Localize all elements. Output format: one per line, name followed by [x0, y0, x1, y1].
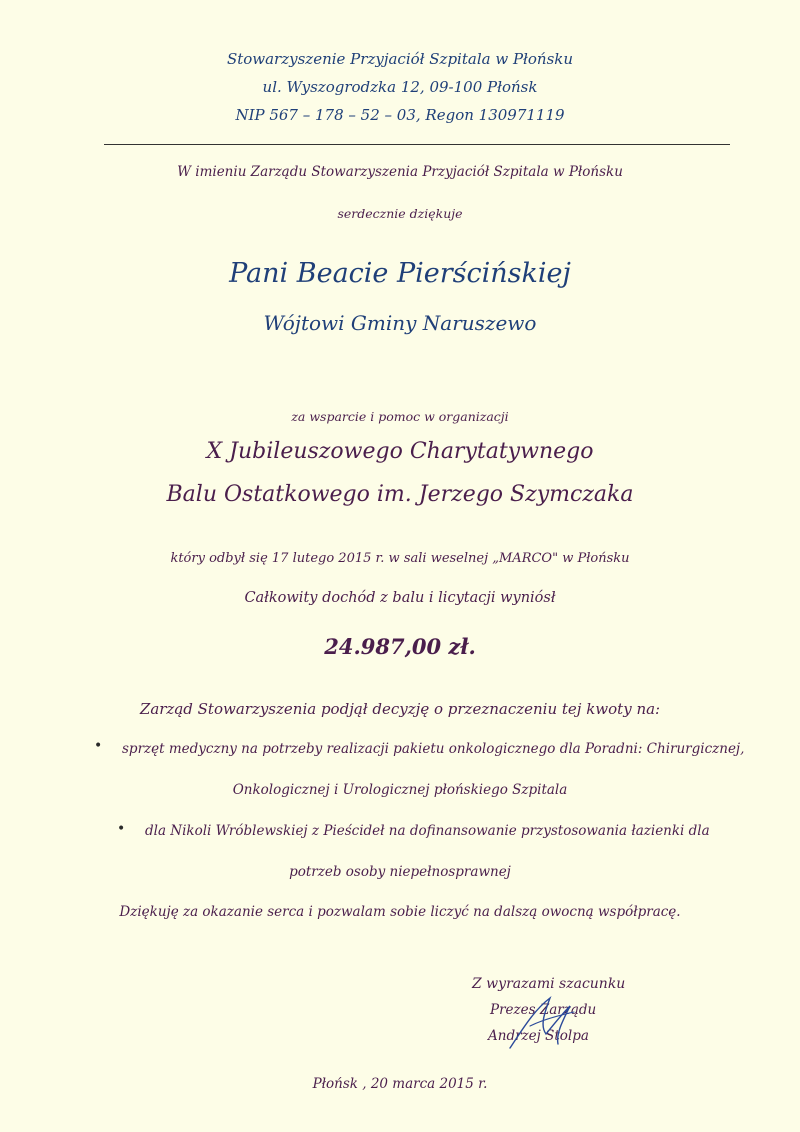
event-name-line2: Balu Ostatkowego im. Jerzego Szymczaka	[166, 482, 634, 507]
event-name-line1: X Jubileuszowego Charytatywnego	[206, 439, 594, 464]
recipient-title: Wójtowi Gminy Naruszewo	[263, 311, 537, 335]
thanks-line: serdecznie dziękuje	[337, 206, 463, 221]
purpose-2-line2: potrzeb osoby niepełnosprawnej	[289, 864, 511, 880]
income-amount: 24.987,00 zł.	[324, 634, 476, 659]
purpose-1-line2: Onkologicznej i Urologicznej płońskiego Szpitala	[232, 782, 568, 798]
closing-thanks: Dziękuję za okazanie serca i pozwalam sobie liczyć na dalszą owocną współpracę.	[119, 904, 681, 920]
intro-line: W imieniu Zarządu Stowarzyszenia Przyjaciół Szpitala w Płońsku	[177, 164, 623, 180]
header-divider	[104, 144, 730, 145]
event-details: który odbył się 17 lutego 2015 r. w sali weselnej „MARCO" w Płońsku	[170, 551, 630, 566]
decision-text: Zarząd Stowarzyszenia podjął decyzję o przeznaczeniu tej kwoty na:	[139, 700, 661, 718]
signature-name: Andrzej Stolpa	[488, 1028, 589, 1044]
handwritten-signature-icon	[500, 990, 590, 1052]
recipient-name: Pani Beacie Pierścińskiej	[229, 258, 571, 289]
org-address: ul. Wyszogrodzka 12, 09-100 Płońsk	[262, 78, 538, 96]
income-label: Całkowity dochód z balu i licytacji wyniósł	[244, 590, 556, 606]
signature-role: Prezes Zarządu	[490, 1002, 597, 1018]
org-tax-ids: NIP 567 – 178 – 52 – 03, Regon 130971119	[235, 106, 565, 124]
bullet-icon: •	[117, 821, 126, 837]
support-intro: za wsparcie i pomoc w organizacji	[291, 409, 509, 424]
purpose-1-line1: sprzęt medyczny na potrzeby realizacji pakietu onkologicznego dla Poradni: Chirurgicznej,	[122, 741, 745, 757]
place-date: Płońsk , 20 marca 2015 r.	[312, 1076, 488, 1092]
org-name: Stowarzyszenie Przyjaciół Szpitala w Płońsku	[226, 50, 574, 68]
bullet-icon: •	[94, 738, 103, 754]
signature-regards: Z wyrazami szacunku	[472, 976, 626, 992]
purpose-2-line1: dla Nikoli Wróblewskiej z Pieścideł na dofinansowanie przystosowania łazienki dla	[145, 823, 710, 839]
